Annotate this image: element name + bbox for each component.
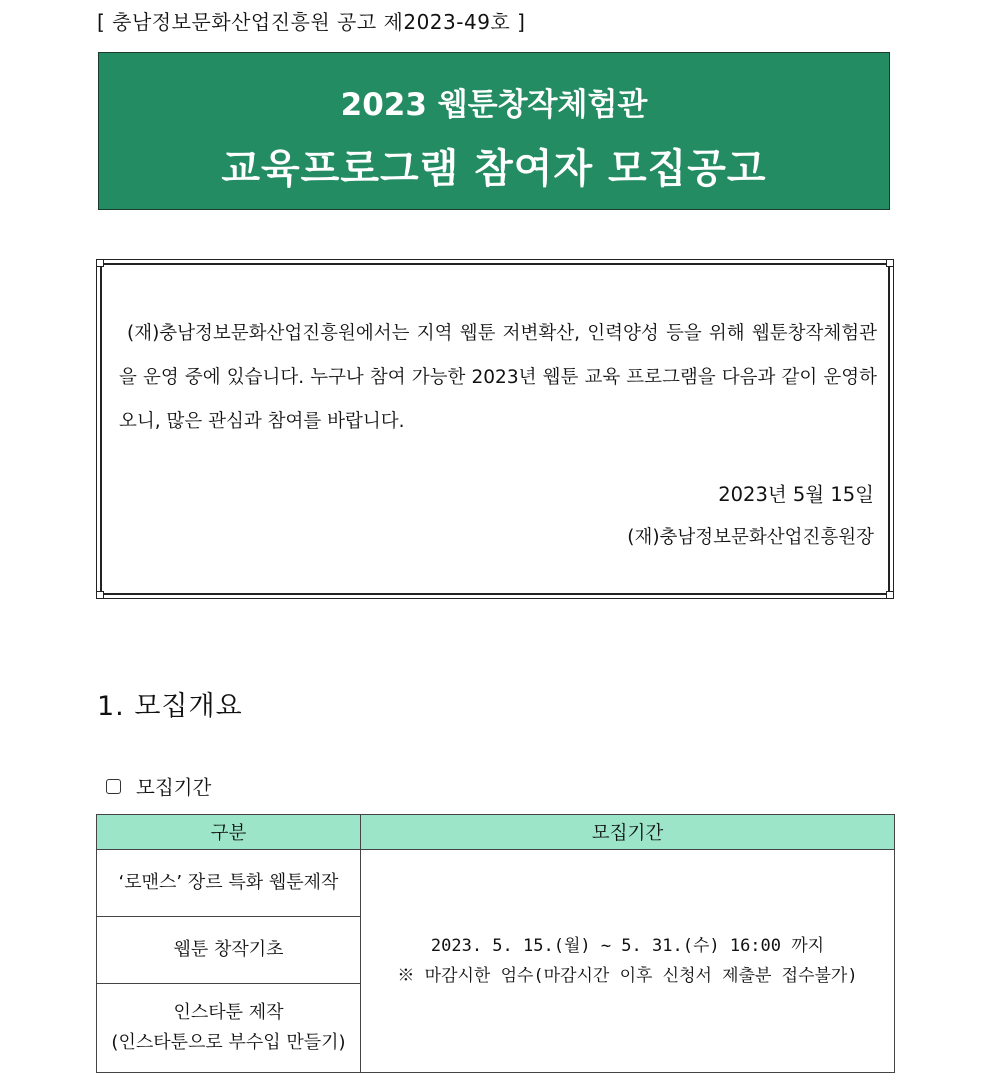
title-banner (98, 52, 890, 210)
checkbox-icon (106, 779, 121, 794)
table-row (97, 850, 895, 917)
intro-box-inner (100, 263, 890, 595)
recruitment-period-table (96, 814, 895, 1073)
category-cell (97, 984, 361, 1073)
category-cell: ‘로맨스’ 장르 특화 웹툰제작 (97, 850, 361, 917)
intro-box (96, 259, 894, 599)
frame-corner (886, 259, 894, 267)
period-date-range: 2023. 5. 15.(월) ~ 5. 31.(수) 16:00 까지 (430, 936, 825, 956)
notice-number: [ 충남정보문화산업진흥원 공고 제2023-49호 ] (97, 10, 526, 34)
subsection-title (106, 772, 211, 800)
frame-corner (96, 259, 104, 267)
banner-title-line1: 2023 웹툰창작체험관 (340, 87, 648, 123)
intro-body: (재)충남정보문화산업진흥원에서는 지역 웹툰 저변확산, 인력양성 등을 위해 웹툰창작체험관을 운영 중에 있습니다. 누구나 참여 가능한 2023년 웹툰 교육 프로그램을 다음과 같이 운영하오니, 많은 관심과 참여를 바랍니다. (119, 323, 877, 432)
frame-corner (96, 591, 104, 599)
intro-signature: (재)충남정보문화산업진흥원장 (627, 527, 874, 548)
column-header-period: 모집기간 (361, 815, 895, 850)
intro-date: 2023년 5월 15일 (718, 483, 874, 506)
period-deadline-note: ※ 마감시한 엄수(마감시간 이후 신청서 제출분 접수불가) (397, 966, 858, 986)
subsection-label: 모집기간 (136, 776, 212, 799)
period-cell (361, 850, 895, 1073)
frame-corner (886, 591, 894, 599)
table-header-row (97, 815, 895, 850)
banner-title-line2: 교육프로그램 참여자 모집공고 (221, 146, 767, 192)
column-header-category: 구분 (97, 815, 361, 850)
section-title: 1. 모집개요 (97, 691, 243, 722)
category-line1: 인스타툰 제작 (173, 1002, 284, 1023)
category-line2: (인스타툰으로 부수입 만들기) (111, 1032, 346, 1053)
category-cell: 웹툰 창작기초 (97, 917, 361, 984)
